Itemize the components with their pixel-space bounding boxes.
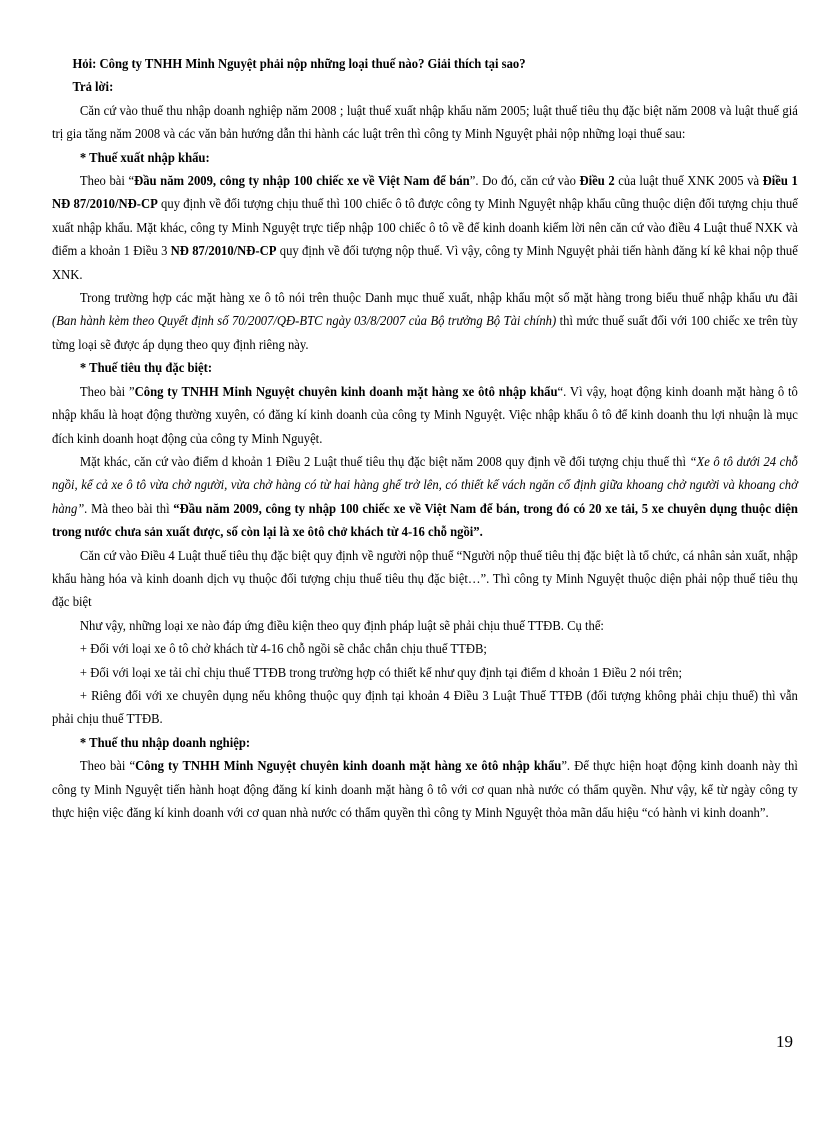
section-heading-corporate-income-tax: * Thuế thu nhập doanh nghiệp: bbox=[79, 734, 251, 750]
answer-label: Trả lời: bbox=[72, 79, 114, 95]
paragraph-special-consumption-2: Mặt khác, căn cứ vào điểm d khoản 1 Điều 2 Luật thuế tiêu thụ đặc biệt năm 2008 quy định về đối tượng chịu thuế thì “Xe ô tô dưới 24 chỗ ngồi, kể cả xe ô tô vừa chở người, vừa chở hàng có từ hai hàng ghế trở lên, có thiết kế vách ngăn cố định giữa khoang chở người và khoang chở hàng”. Mà theo bài thì “Đầu năm 2009, công ty nhập 100 chiếc xe về Việt Nam để bán, trong đó có 20 xe tải, 5 xe chuyên dụng thuộc diện trong nước chưa sản xuất được, số còn lại là xe ôtô chở khách từ 4-16 chỗ ngồi”. bbox=[52, 453, 798, 540]
paragraph-special-consumption-1: Theo bài ”Công ty TNHH Minh Nguyệt chuyên kinh doanh mặt hàng xe ôtô nhập khẩu“. Vì vậy, hoạt động kinh doanh mặt hàng ô tô nhập khẩu là hoạt động thường xuyên, có đăng kí kinh doanh của công ty Minh Nguyệt. Việc nhập khẩu ô tô để kinh doanh thu lợi nhuận là mục đích kinh doanh hoạt động của công ty Minh Nguyệt. bbox=[52, 383, 798, 446]
paragraph-import-export-1: Theo bài “Đầu năm 2009, công ty nhập 100 chiếc xe về Việt Nam để bán”. Do đó, căn cứ vào Điều 2 của luật thuế XNK 2005 và Điều 1 NĐ 87/2010/NĐ-CP quy định về đối tượng chịu thuế thì 100 chiếc ô tô được công ty Minh Nguyệt nhập khẩu cũng thuộc diện đối tượng chịu thuế xuất nhập khẩu. Mặt khác, công ty Minh Nguyệt trực tiếp nhập 100 chiếc ô tô về để kinh doanh kiếm lời nên căn cứ vào điều 4 Luật thuế NXK và điểm a khoản 1 Điều 3 NĐ 87/2010/NĐ-CP quy định về đối tượng nộp thuế. Vì vậy, công ty Minh Nguyệt phải tiến hành đăng kí kê khai nộp thuế XNK. bbox=[52, 173, 798, 282]
document-page bbox=[52, 52, 798, 824]
section-heading-import-export-tax: * Thuế xuất nhập khẩu: bbox=[79, 149, 210, 165]
paragraph-import-export-2: Trong trường hợp các mặt hàng xe ô tô nói trên thuộc Danh mục thuế xuất, nhập khẩu một số mặt hàng trong biểu thuế nhập khẩu ưu đãi (Ban hành kèm theo Quyết định số 70/2007/QĐ-BTC ngày 03/8/2007 của Bộ trưởng Bộ Tài chính) thì mức thuế suất đối với 100 chiếc xe trên tùy từng loại sẽ được áp dụng theo quy định riêng này. bbox=[52, 290, 798, 352]
bullet-special-vehicles: + Riêng đối với xe chuyên dụng nếu không thuộc quy định tại khoản 4 Điều 3 Luật Thuế TTĐB (đối tượng không phải chịu thuế) thì vẫn phải chịu thuế TTĐB. bbox=[52, 687, 798, 727]
bullet-trucks: + Đối với loại xe tải chỉ chịu thuế TTĐB trong trường hợp có thiết kế như quy định tại điểm d khoản 1 Điều 2 nói trên; bbox=[79, 664, 682, 680]
paragraph-corporate-income-1: Theo bài “Công ty TNHH Minh Nguyệt chuyên kinh doanh mặt hàng xe ôtô nhập khẩu”. Để thực hiện hoạt động kinh doanh này thì công ty Minh Nguyệt tiến hành hoạt động đăng kí kinh doanh mặt hàng ô tô với cơ quan nhà nước có thẩm quyền. Như vậy, kể từ ngày công ty thực hiện việc đăng kí kinh doanh với cơ quan nhà nước có thẩm quyền thì công ty Minh Nguyệt thỏa mãn dấu hiệu “có hành vi kinh doanh”. bbox=[52, 758, 798, 820]
intro-paragraph: Căn cứ vào thuế thu nhập doanh nghiệp năm 2008 ; luật thuế xuất nhập khẩu năm 2005; luật thuế tiêu thụ đặc biệt năm 2008 và luật thuế giá trị gia tăng năm 2008 và các văn bản hướng dẫn thi hành các luật trên thì công ty Minh Nguyệt phải nộp những loại thuế sau: bbox=[52, 102, 798, 142]
question-heading: Hỏi: Công ty TNHH Minh Nguyệt phải nộp những loại thuế nào? Giải thích tại sao? bbox=[72, 56, 526, 71]
paragraph-special-consumption-4: Như vậy, những loại xe nào đáp ứng điều kiện theo quy định pháp luật sẽ phải chịu thuế TTĐB. Cụ thể: bbox=[79, 617, 604, 633]
section-heading-special-consumption-tax: * Thuế tiêu thụ đặc biệt: bbox=[79, 360, 213, 376]
page-number: 19 bbox=[776, 1032, 793, 1051]
bullet-passenger-cars: + Đối với loại xe ô tô chở khách từ 4-16 chỗ ngồi sẽ chắc chắn chịu thuế TTĐB; bbox=[79, 641, 487, 657]
paragraph-special-consumption-3: Căn cứ vào Điều 4 Luật thuế tiêu thụ đặc biệt quy định về người nộp thuế “Người nộp thuế tiêu thị đặc biệt là tổ chức, cá nhân sản xuất, nhập khẩu hàng hóa và kinh doanh dịch vụ thuộc đối tượng chịu thuế tiêu thụ đặc biệt…”. Thì công ty Minh Nguyệt thuộc diện phải nộp thuế tiêu thụ đặc biệt bbox=[52, 547, 798, 610]
